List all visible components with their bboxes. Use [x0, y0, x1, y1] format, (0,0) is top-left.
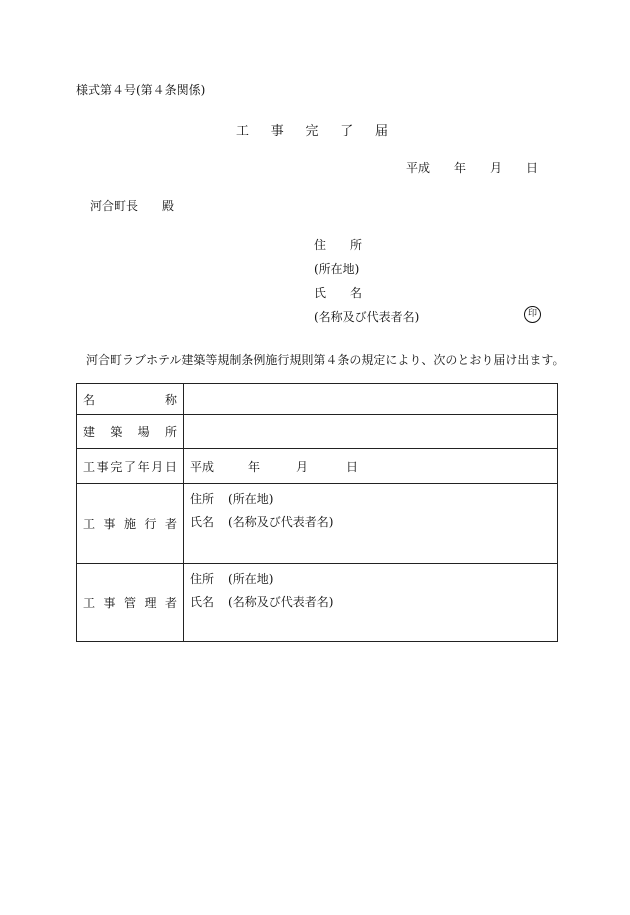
date-era: 平成 [190, 459, 215, 474]
label-char: 理 [144, 596, 157, 610]
date-day: 日 [525, 161, 538, 175]
contractor-value-cell[interactable] [184, 484, 558, 564]
date-month: 月 [296, 459, 309, 474]
completion-form-table [76, 383, 558, 642]
label-char: 工 [83, 596, 96, 610]
label-char: 名 [83, 392, 96, 407]
date-year: 年 [453, 161, 466, 175]
name-key: 氏名 [190, 595, 215, 609]
label-char: 日 [164, 459, 177, 474]
table-row [77, 415, 558, 449]
supervisor-address-line [190, 570, 273, 587]
seal-mark: 印 [524, 306, 541, 323]
title-char: 完 [305, 124, 319, 139]
row-label-name [77, 384, 184, 415]
row-label-location [77, 415, 184, 449]
address-hint: (所在地) [228, 572, 274, 586]
title-char: 工 [236, 124, 250, 139]
addressee [90, 198, 174, 214]
form-number: 様式第４号(第４条関係) [76, 83, 206, 97]
row-label-supervisor [77, 564, 184, 642]
table-row [77, 449, 558, 484]
table-row [77, 564, 558, 642]
label-char: 事 [103, 596, 116, 610]
label-char: 事 [96, 459, 109, 474]
label-char: 施 [123, 517, 136, 531]
submission-date [406, 160, 538, 176]
title-char: 事 [270, 124, 284, 139]
label-char: 所 [164, 425, 177, 439]
label-char: 工 [83, 459, 96, 474]
label-char: 称 [164, 392, 177, 407]
date-year: 年 [248, 459, 261, 474]
applicant-address-sub: (所在地) [314, 262, 360, 276]
date-month: 月 [489, 161, 502, 175]
applicant-name-label [314, 285, 362, 301]
addressee-honorific: 殿 [161, 199, 174, 213]
address-hint: (所在地) [228, 492, 274, 506]
completion-date-cell[interactable] [184, 449, 558, 484]
applicant-address-label [314, 237, 362, 253]
label-char: 事 [103, 517, 116, 531]
supervisor-name-line [190, 593, 333, 610]
label-char: 場 [137, 425, 150, 439]
label-char: 建 [83, 425, 96, 439]
label-char: 年 [137, 459, 150, 474]
label-char: 完 [110, 459, 123, 474]
name-value-cell[interactable] [184, 384, 558, 415]
label-char: 氏 [314, 286, 327, 300]
label-char: 住 [314, 238, 327, 252]
date-day: 日 [346, 459, 359, 474]
name-key: 氏名 [190, 515, 215, 529]
row-label-completion-date [77, 449, 184, 484]
date-era: 平成 [406, 161, 431, 175]
location-value-cell[interactable] [184, 415, 558, 449]
label-char: 工 [83, 517, 96, 531]
row-label-contractor [77, 484, 184, 564]
contractor-name-line [190, 513, 333, 530]
label-char: 管 [123, 596, 136, 610]
label-char: 築 [110, 425, 123, 439]
title-char: 届 [374, 124, 388, 139]
label-char: 月 [151, 459, 164, 474]
label-char: 名 [349, 286, 362, 300]
name-hint: (名称及び代表者名) [228, 595, 334, 609]
label-char: 所 [349, 238, 362, 252]
table-row [77, 384, 558, 415]
name-hint: (名称及び代表者名) [228, 515, 334, 529]
address-key: 住所 [190, 492, 215, 506]
addressee-name: 河合町長 [90, 199, 139, 213]
applicant-name-sub: (名称及び代表者名) [314, 310, 420, 324]
table-row [77, 484, 558, 564]
title-char: 了 [340, 124, 354, 139]
body-text: 河合町ラブホテル建築等規制条例施行規則第４条の規定により、次のとおり届け出ます。 [86, 353, 565, 367]
address-key: 住所 [190, 572, 215, 586]
label-char: 者 [164, 596, 177, 610]
contractor-address-line [190, 490, 273, 507]
label-char: 行 [144, 517, 157, 531]
supervisor-value-cell[interactable] [184, 564, 558, 642]
document-title [236, 124, 388, 140]
label-char: 了 [123, 459, 136, 474]
label-char: 者 [164, 517, 177, 531]
